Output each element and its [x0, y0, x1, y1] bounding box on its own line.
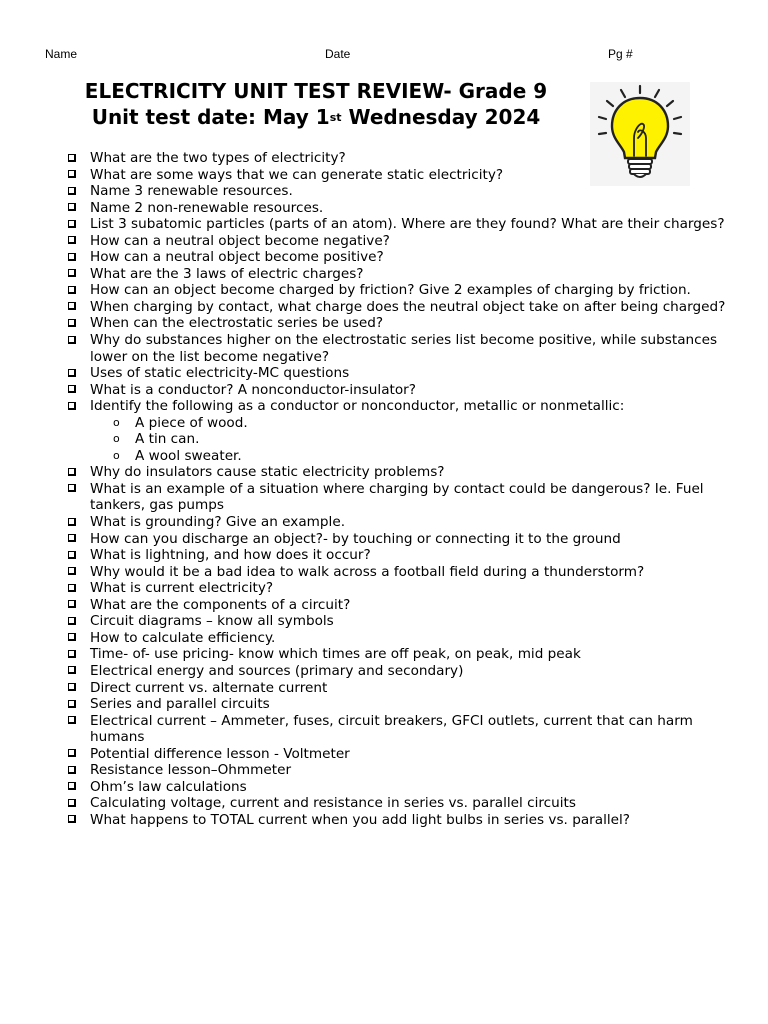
review-question: [68, 481, 728, 514]
review-question: [68, 266, 728, 283]
page-header: [45, 47, 725, 63]
checkbox-square-icon: [68, 633, 76, 641]
question-text: What are the two types of electricity?: [90, 150, 346, 166]
checkbox-square-icon: [68, 187, 76, 195]
review-question: [68, 564, 728, 581]
review-question: [68, 597, 728, 614]
checkbox-square-icon: [68, 385, 76, 393]
review-question: [68, 713, 728, 746]
checkbox-square-icon: [68, 286, 76, 294]
review-question: [68, 315, 728, 332]
question-text: Ohm’s law calculations: [90, 778, 247, 795]
checkbox-square-icon: [68, 666, 76, 674]
review-question: [68, 580, 728, 597]
question-text: Electrical current – Ammeter, fuses, circuit breakers, GFCI outlets, current that can harm humans: [90, 712, 693, 746]
circle-bullet-icon: o: [113, 432, 120, 446]
review-question: [68, 464, 728, 481]
question-text: Why do insulators cause static electricity problems?: [90, 464, 445, 481]
question-text: Time- of- use pricing- know which times are off peak, on peak, mid peak: [90, 646, 581, 663]
question-text: How can you discharge an object?- by touching or connecting it to the ground: [90, 530, 621, 547]
checkbox-square-icon: [68, 584, 76, 592]
checkbox-square-icon: [68, 650, 76, 658]
question-text: When charging by contact, what charge does the neutral object take on after being charged?: [90, 298, 726, 315]
sub-item-text: A tin can.: [135, 431, 200, 448]
review-question: [68, 233, 728, 250]
question-text: What is lightning, and how does it occur?: [90, 547, 371, 564]
review-question: [68, 216, 728, 233]
page-number-label: Pg #: [608, 47, 633, 61]
question-text: Calculating voltage, current and resistance in series vs. parallel circuits: [90, 795, 576, 812]
sub-item: [68, 431, 728, 448]
checkbox-square-icon: [68, 220, 76, 228]
review-question: [68, 398, 728, 415]
question-text: When can the electrostatic series be used?: [90, 315, 384, 332]
question-text: Uses of static electricity-MC questions: [90, 365, 350, 382]
question-text: Series and parallel circuits: [90, 696, 270, 713]
question-text: What are the 3 laws of electric charges?: [90, 265, 364, 282]
checkbox-square-icon: [68, 336, 76, 344]
checkbox-square-icon: [68, 302, 76, 310]
review-question: [68, 365, 728, 382]
sub-item: [68, 448, 728, 465]
question-text: How can a neutral object become negative?: [90, 232, 390, 249]
review-question: [68, 746, 728, 763]
checkbox-square-icon: [68, 154, 76, 162]
checkbox-square-icon: [68, 749, 76, 757]
checkbox-square-icon: [68, 600, 76, 608]
sub-item-text: A piece of wood.: [135, 414, 248, 431]
review-question: [68, 249, 728, 266]
question-text: What is grounding? Give an example.: [90, 514, 346, 531]
review-question: [68, 762, 728, 779]
review-question: [68, 183, 728, 200]
question-text: What are the components of a circuit?: [90, 596, 351, 613]
question-text: Name 3 renewable resources.: [90, 183, 293, 200]
checkbox-square-icon: [68, 683, 76, 691]
review-question: [68, 613, 728, 630]
review-question: [68, 514, 728, 531]
question-text: Electrical energy and sources (primary and secondary): [90, 662, 464, 679]
question-text: What is current electricity?: [90, 580, 274, 597]
review-question: [68, 167, 728, 184]
checkbox-square-icon: [68, 799, 76, 807]
question-text: What are some ways that we can generate static electricity?: [90, 166, 504, 183]
review-question: [68, 812, 728, 829]
question-text: Direct current vs. alternate current: [90, 679, 328, 696]
checkbox-square-icon: [68, 203, 76, 211]
checkbox-square-icon: [68, 766, 76, 774]
checkbox-square-icon: [68, 716, 76, 724]
review-question: [68, 680, 728, 697]
question-text: Why do substances higher on the electrostatic series list become positive, while substances lower on the list become negative?: [90, 332, 718, 365]
circle-bullet-icon: o: [113, 448, 120, 462]
checkbox-square-icon: [68, 236, 76, 244]
checkbox-square-icon: [68, 567, 76, 575]
checkbox-square-icon: [68, 484, 76, 492]
review-question: [68, 200, 728, 217]
checkbox-square-icon: [68, 782, 76, 790]
checkbox-square-icon: [68, 551, 76, 559]
review-question: [68, 382, 728, 399]
test-date-text: Unit test date: May 1: [91, 105, 330, 129]
test-date-superscript: st: [329, 111, 342, 124]
review-question: [68, 630, 728, 647]
review-question: [68, 696, 728, 713]
question-text: Potential difference lesson - Voltmeter: [90, 745, 350, 762]
document-title: [40, 78, 592, 134]
review-question: [68, 332, 728, 365]
checkbox-square-icon: [68, 319, 76, 327]
question-text: What is a conductor? A nonconductor-insulator?: [90, 381, 416, 398]
review-question: [68, 531, 728, 548]
checkbox-square-icon: [68, 700, 76, 708]
question-text: Resistance lesson–Ohmmeter: [90, 762, 292, 779]
review-question: [68, 282, 728, 299]
date-label: Date: [325, 47, 351, 61]
checkbox-square-icon: [68, 170, 76, 178]
test-date-text-rest: Wednesday 2024: [341, 105, 541, 129]
checkbox-square-icon: [68, 468, 76, 476]
question-text: Identify the following as a conductor or nonconductor, metallic or nonmetallic:: [90, 398, 625, 415]
checkbox-square-icon: [68, 402, 76, 410]
sub-item: [68, 415, 728, 432]
review-question-list: [68, 150, 728, 828]
checkbox-square-icon: [68, 534, 76, 542]
checkbox-square-icon: [68, 253, 76, 261]
title-line-2: [40, 104, 592, 134]
review-question: [68, 547, 728, 564]
sub-item-text: A wool sweater.: [135, 447, 242, 464]
review-question: [68, 779, 728, 796]
question-text: What happens to TOTAL current when you add light bulbs in series vs. parallel?: [90, 811, 630, 828]
question-text: What is an example of a situation where charging by contact could be dangerous? Ie. Fuel tankers, gas pumps: [90, 480, 704, 514]
review-question: [68, 795, 728, 812]
question-text: Circuit diagrams – know all symbols: [90, 613, 334, 630]
checkbox-square-icon: [68, 815, 76, 823]
checkbox-square-icon: [68, 269, 76, 277]
title-line-1: ELECTRICITY UNIT TEST REVIEW- Grade 9: [84, 79, 548, 103]
question-text: Name 2 non-renewable resources.: [90, 199, 324, 216]
checkbox-square-icon: [68, 369, 76, 377]
review-question: [68, 646, 728, 663]
question-text: How can a neutral object become positive?: [90, 249, 384, 266]
review-question: [68, 663, 728, 680]
question-text: Why would it be a bad idea to walk across a football field during a thunderstorm?: [90, 563, 645, 580]
question-text: How can an object become charged by friction? Give 2 examples of charging by friction.: [90, 282, 691, 299]
name-label: Name: [45, 47, 78, 61]
circle-bullet-icon: o: [113, 415, 120, 429]
question-text: How to calculate efficiency.: [90, 629, 276, 646]
checkbox-square-icon: [68, 617, 76, 625]
question-text: List 3 subatomic particles (parts of an atom). Where are they found? What are their charges?: [90, 216, 725, 233]
review-question: [68, 299, 728, 316]
review-question: [68, 150, 728, 167]
checkbox-square-icon: [68, 518, 76, 526]
